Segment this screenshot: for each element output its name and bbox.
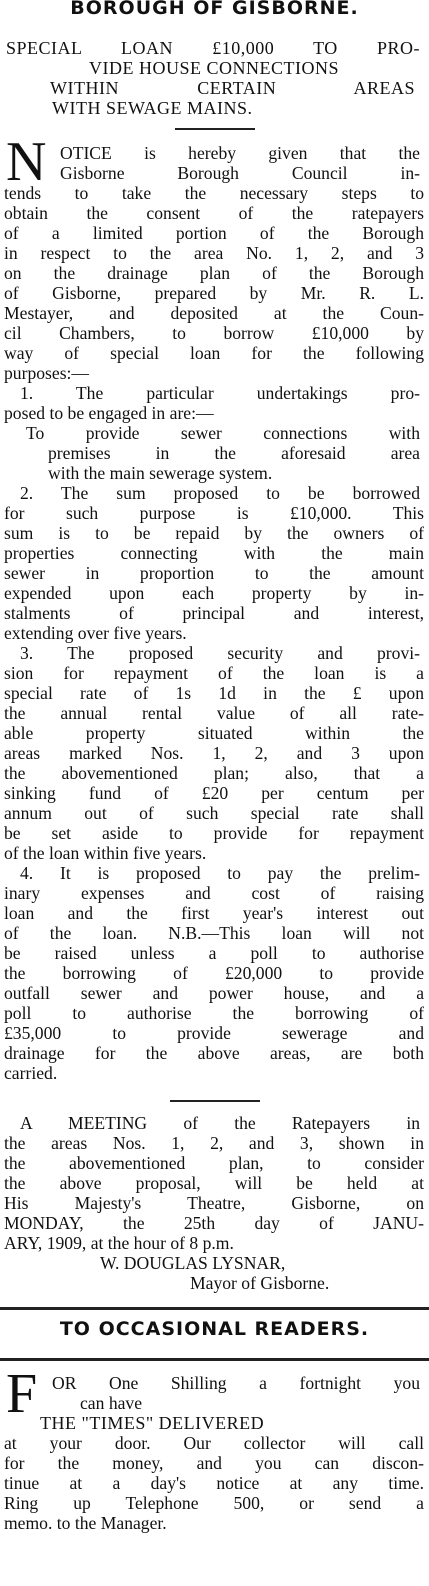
body-line: carried. (4, 1063, 58, 1083)
body-line: of Gisborne, prepared by Mr. R. L. (4, 283, 424, 303)
readers-heading: TO OCCASIONAL READERS. (59, 1318, 370, 1340)
subheading-line: WITH SEWAGE MAINS. (52, 98, 253, 118)
drop-cap: N (6, 131, 47, 193)
meeting-line: the abovementioned plan, to consider (4, 1153, 424, 1173)
body-line: posed to be engaged in are:— (4, 403, 214, 423)
body-line: Ring up Telephone 500, or send a (4, 1493, 424, 1513)
meeting-line: His Majesty's Theatre, Gisborne, on (4, 1193, 424, 1213)
body-line: with the main sewerage system. (48, 463, 273, 483)
body-line: purposes:— (4, 363, 90, 383)
divider-rule (170, 1100, 260, 1102)
body-line: memo. to the Manager. (4, 1513, 167, 1533)
body-line: for such purpose is £10,000. This (4, 503, 424, 523)
meeting-line: MONDAY, the 25th day of JANU- (4, 1213, 424, 1233)
body-line: special rate of 1s 1d in the £ upon (4, 683, 424, 703)
body-line: poll to authorise the borrowing of (4, 1003, 424, 1023)
drop-cap: F (6, 1363, 38, 1425)
body-line: of a limited portion of the Borough (4, 223, 424, 243)
section-rule (0, 1307, 429, 1310)
body-line: OTICE is hereby given that the (60, 143, 420, 163)
body-line: loan and the first year's interest out (4, 903, 424, 923)
body-line: inary expenses and cost of raising (4, 883, 424, 903)
body-line: for the money, and you can discon- (4, 1453, 424, 1473)
body-line: at your door. Our collector will call (4, 1433, 424, 1453)
body-line: the borrowing of £20,000 to provide (4, 963, 424, 983)
body-line: sewer in proportion to the amount (4, 563, 424, 583)
body-line: tends to take the necessary steps to (4, 183, 424, 203)
body-line: on the drainage plan of the Borough (4, 263, 424, 283)
body-line: drainage for the above areas, are both (4, 1043, 424, 1063)
subheading-line: WITHIN CERTAIN AREAS (50, 78, 415, 98)
body-line: of the loan. N.B.—This loan will not (4, 923, 424, 943)
body-line: the abovementioned plan; also, that a (4, 763, 424, 783)
signature-title: Mayor of Gisborne. (190, 1273, 330, 1293)
body-line: tinue at a day's notice at any time. (4, 1473, 424, 1493)
body-line: To provide sewer connections with (26, 423, 420, 443)
body-line: 3. The proposed security and provi- (20, 643, 420, 663)
body-line: way of special loan for the following (4, 343, 424, 363)
body-line: in respect to the area No. 1, 2, and 3 (4, 243, 424, 263)
body-line: premises in the aforesaid area (48, 443, 420, 463)
body-line: extending over five years. (4, 623, 187, 643)
body-line: sinking fund of £20 per centum per (4, 783, 424, 803)
body-line: sion for repayment of the loan is a (4, 663, 424, 683)
signature: W. DOUGLAS LYSNAR, (100, 1253, 286, 1273)
body-line: stalments of principal and interest, (4, 603, 424, 623)
body-line: Mestayer, and deposited at the Coun- (4, 303, 424, 323)
subheading-line: VIDE HOUSE CONNECTIONS (89, 58, 339, 78)
body-line: £35,000 to provide sewerage and (4, 1023, 424, 1043)
subheading-line: SPECIAL LOAN £10,000 TO PRO- (6, 38, 420, 58)
body-line: 2. The sum proposed to be borrowed (20, 483, 420, 503)
notice-heading: BOROUGH OF GISBORNE. (70, 0, 359, 19)
body-line: expended upon each property by in- (4, 583, 424, 603)
body-line: cil Chambers, to borrow £10,000 by (4, 323, 424, 343)
body-line: be raised unless a poll to authorise (4, 943, 424, 963)
body-line: areas marked Nos. 1, 2, and 3 upon (4, 743, 424, 763)
body-line: can have (80, 1393, 143, 1413)
section-rule (0, 1358, 429, 1361)
body-line: the annual rental value of all rate- (4, 703, 424, 723)
body-line: outfall sewer and power house, and a (4, 983, 424, 1003)
body-line: 1. The particular undertakings pro- (20, 383, 420, 403)
divider-rule (175, 128, 255, 130)
body-line: obtain the consent of the ratepayers (4, 203, 424, 223)
body-line: OR One Shilling a fortnight you (52, 1373, 420, 1393)
body-line: properties connecting with the main (4, 543, 424, 563)
meeting-line: ARY, 1909, at the hour of 8 p.m. (4, 1233, 234, 1253)
meeting-line: the areas Nos. 1, 2, and 3, shown in (4, 1133, 424, 1153)
body-line: 4. It is proposed to pay the prelim- (20, 863, 420, 883)
body-line: annum out of such special rate shall (4, 803, 424, 823)
meeting-line: A MEETING of the Ratepayers in (20, 1113, 420, 1133)
body-line: THE "TIMES" DELIVERED (40, 1413, 265, 1433)
body-line: able property situated within the (4, 723, 424, 743)
body-line: sum is to be repaid by the owners of (4, 523, 424, 543)
body-line: be set aside to provide for repayment (4, 823, 424, 843)
body-line: Gisborne Borough Council in- (60, 163, 420, 183)
body-line: of the loan within five years. (4, 843, 207, 863)
meeting-line: the above proposal, will be held at (4, 1173, 424, 1193)
